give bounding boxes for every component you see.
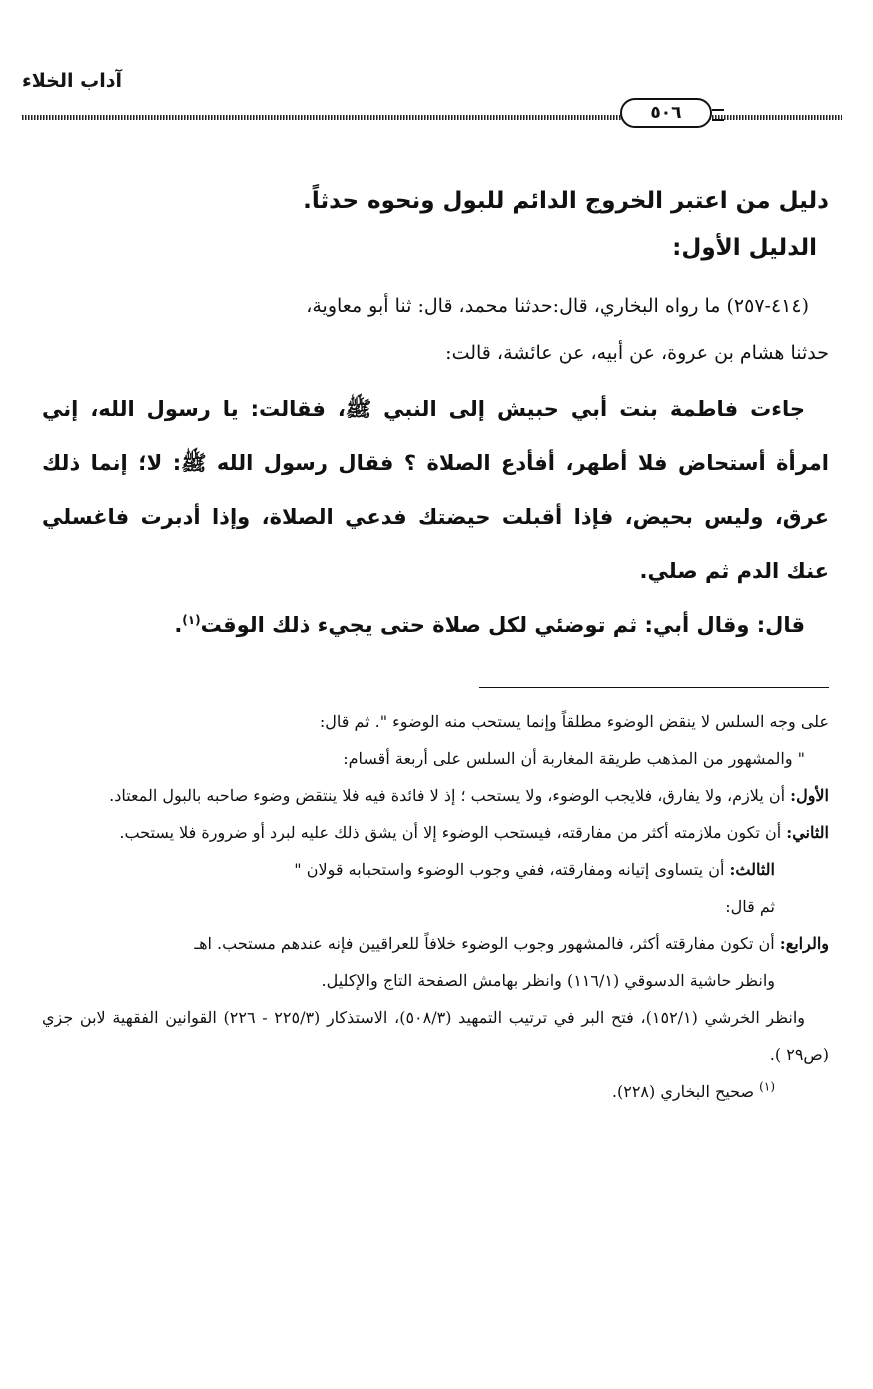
sub-heading: الدليل الأول: <box>672 235 817 261</box>
footnote-reference: وانظر حاشية الدسوقي (١١٦/١) وانظر بهامش الصفحة التاج والإكليل. <box>321 971 775 990</box>
hadith-text <box>42 382 829 652</box>
footnote-continuation: على وجه السلس لا ينقض الوضوء مطلقاً وإنما يستحب منه الوضوء ". ثم قال: <box>319 712 829 731</box>
footnote-separator <box>479 687 829 688</box>
footnote-item-text: أن يلازم، ولا يفارق، فلايجب الوضوء، ولا يستحب ؛ إذ لا فائدة فيه فلا ينتقض وضوء صاحبه بالبول المعتاد. <box>109 786 791 805</box>
isnad-chain <box>42 283 829 377</box>
footnote-mark: (١) <box>182 613 201 627</box>
hadith-closing <box>42 598 829 652</box>
hadith-closing-text: قال: وقال أبي: ثم توضئي لكل صلاة حتى يجيء ذلك الوقت <box>200 613 805 637</box>
footnote-then-said: ثم قال: <box>725 897 775 916</box>
footnote-item-label: الثالث: <box>729 860 775 879</box>
footnote-item <box>42 925 829 962</box>
page-number: ٥٠٦ <box>620 98 712 128</box>
footnote-item <box>42 777 829 814</box>
footnote-note-text: صحيح البخاري (٢٢٨). <box>611 1082 760 1101</box>
isnad-line: حدثنا هشام بن عروة، عن أبيه، عن عائشة، قالت: <box>445 342 829 364</box>
footnote-item-text: أن يتساوى إتيانه ومفارقته، ففي وجوب الوضوء واستحبابه قولان " <box>294 860 730 879</box>
footnote-item-text: أن تكون مفارقته أكثر، فالمشهور وجوب الوضوء خلافاً للعراقيين فإنه عندهم مستحب. اهـ <box>194 934 780 953</box>
footnotes <box>42 703 829 1110</box>
footnote-quote-intro: " والمشهور من المذهب طريقة المغاربة أن السلس على أربعة أقسام: <box>343 749 805 768</box>
hadith-closing-end: . <box>174 613 183 637</box>
footnote-note <box>42 1073 829 1110</box>
footnote-item-label: والرابع: <box>779 934 829 953</box>
footnote-item-label: الثاني: <box>786 823 829 842</box>
running-title: آداب الخلاء <box>22 70 122 92</box>
footnote-reference: وانظر الخرشي (١٥٢/١)، فتح البر في ترتيب التمهيد (٥٠٨/٣)، الاستذكار (٢٢٥/٣ - ٢٢٦) القوانين الفقهية لابن جزي (ص٢٩ ). <box>42 1008 829 1064</box>
footnote-item <box>42 851 829 888</box>
footnote-item <box>42 814 829 851</box>
hadith-body: جاءت فاطمة بنت أبي حبيش إلى النبي ﷺ، فقالت: يا رسول الله، إني امرأة أستحاض فلا أطهر، أفأدع الصلاة ؟ فقال رسول الله ﷺ: لا؛ إنما ذلك عرق، وليس بحيض، فإذا أقبلت حيضتك فدعي الصلاة، وإذا أدبرت فاغسلي عنك الدم ثم صلي. <box>42 397 829 583</box>
section-heading: دليل من اعتبر الخروج الدائم للبول ونحوه حدثاً. <box>303 188 829 214</box>
footnote-note-mark: (١) <box>759 1079 775 1094</box>
isnad-line: (٤١٤-٢٥٧) ما رواه البخاري، قال:حدثنا محمد، قال: ثنا أبو معاوية، <box>306 295 809 317</box>
footnote-item-label: الأول: <box>790 786 829 805</box>
footnote-item-text: أن تكون ملازمته أكثر من مفارقته، فيستحب الوضوء إلا أن يشق ذلك عليه لبرد أو ضرورة فلا يستحب. <box>119 823 787 842</box>
